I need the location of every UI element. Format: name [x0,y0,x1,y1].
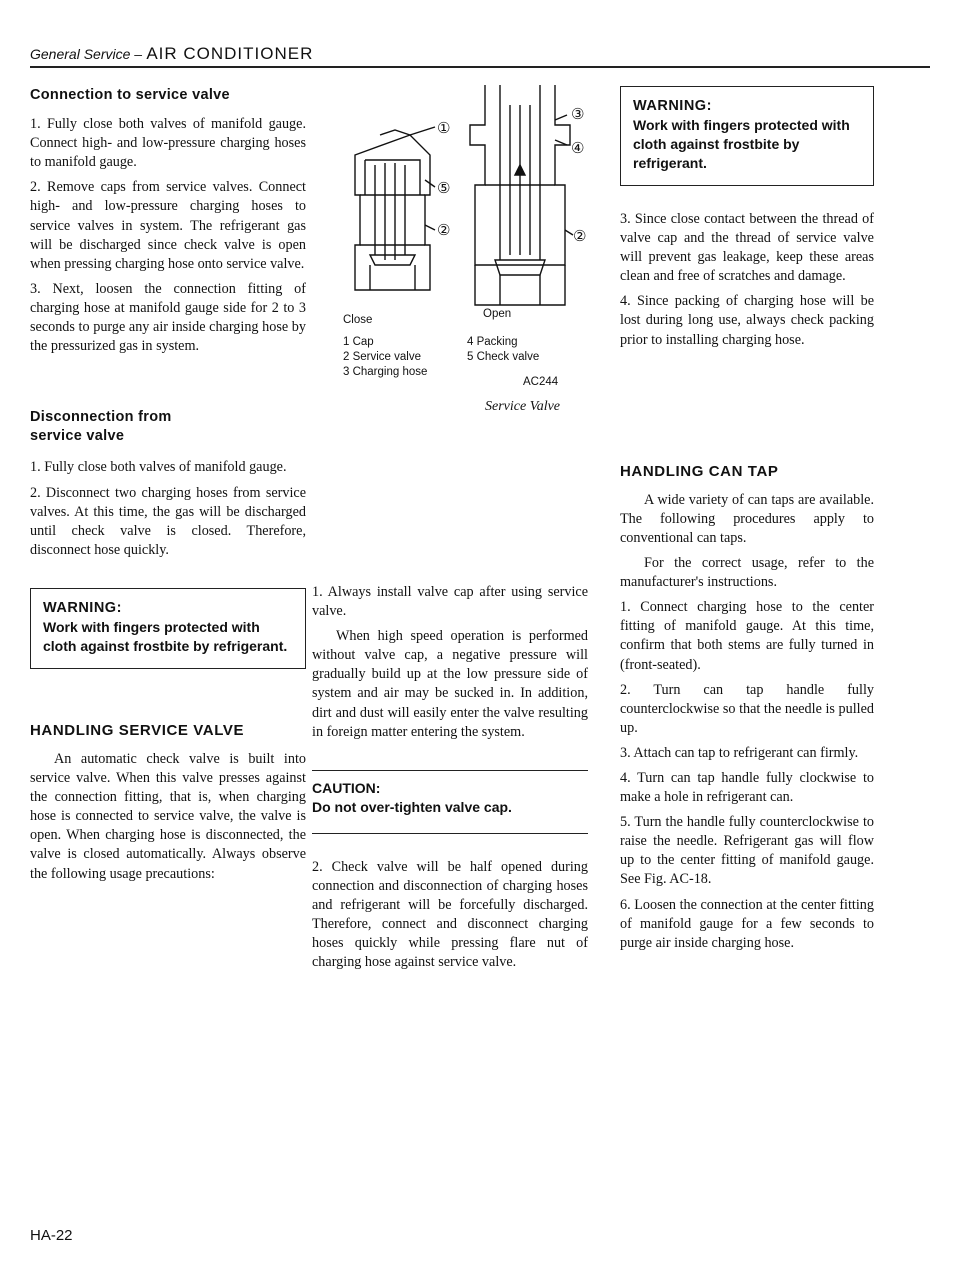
legend-item-check-valve: 5 Check valve [467,351,540,363]
can-tap-step-3: 3. Attach can tap to refrigerant can firmly. [620,744,859,761]
left-column [30,86,306,890]
warning-text: Work with fingers protected with cloth against frostbite by refrigerant. [43,618,288,654]
header-title: AIR CONDITIONER [146,44,314,63]
warning-title-right: WARNING: [633,98,712,114]
warning-title: WARNING: [43,599,122,616]
service-valve-figure [335,85,595,425]
callout-open-4: ④ [571,139,585,157]
handling-can-tap-heading: HANDLING CAN TAP [620,462,779,480]
legend-item-packing: 4 Packing [467,336,518,348]
can-tap-intro-1: A wide variety of can taps are available. The following procedures apply to conventional can taps. [620,491,874,546]
valve-step-4: 4. Since packing of charging hose will be lost during long use, always check packing prior to installing charging hose. [620,293,874,348]
legend-item-cap: 1 Cap [343,336,374,348]
page-number: HA-22 [30,1227,73,1244]
disconnection-heading [30,408,306,446]
service-valve-diagram [335,85,595,325]
can-tap-step-2: 2. Turn can tap handle fully counterclockwise so that the needle is pulled up. [620,681,874,736]
figure-caption: Service Valve [485,399,561,414]
valve-step-3: 3. Since close contact between the thread of valve cap and the thread of service valve will prevent gas leakage, keep these areas clean and free of scratches and damage. [620,211,874,285]
legend-item-service-valve: 2 Service valve [343,351,421,363]
valve-step-1: 1. Always install valve cap after using service valve. [312,584,588,620]
can-tap-intro-2: For the correct usage, refer to the manufacturer's instructions. [620,555,874,591]
can-tap-step-1: 1. Connect charging hose to the center fitting of manifold gauge. At this time, confirm that both stems are fully turned in (front-seated). [620,599,874,673]
callout-close-1: ① [437,119,451,137]
page-header [30,44,313,64]
disconnection-step-2: 2. Disconnect two charging hoses from service valves. At this time, the gas will be discharged until check valve is closed. Therefore, disconnect hose quickly. [30,484,306,558]
can-tap-step-6: 6. Loosen the connection at the center fitting of manifold gauge for a few seconds to purge air inside charging hose. [620,896,874,951]
callout-open-3: ③ [571,105,585,123]
disconnection-heading-line-1: Disconnection from [30,409,172,426]
handling-service-valve-text: An automatic check valve is built into service valve. When this valve presses against the connection fitting, that is, when charging hose is connected to service valve, the valve is open. When charging hose is disconnected, the valve is closed automatically. Always observe the following usage precautions: [30,750,306,882]
connection-step-1: 1. Fully close both valves of manifold gauge. Connect high- and low-pressure charging hoses to manifold gauge. [30,116,306,171]
disconnection-step-1: 1. Fully close both valves of manifold gauge. [30,459,287,476]
figure-code: AC244 [523,376,559,388]
middle-column [312,583,588,978]
caution-text: Do not over-tighten valve cap. [312,798,512,815]
warning-text-right: Work with fingers protected with cloth against frostbite by refrigerant. [633,117,850,171]
legend-left [343,335,427,380]
handling-service-valve-heading: HANDLING SERVICE VALVE [30,721,245,739]
caution-box [312,770,588,834]
callout-open-2: ② [573,227,587,245]
can-tap-step-4: 4. Turn can tap handle fully clockwise to make a hole in refrigerant can. [620,769,874,806]
warning-box-left [30,588,306,669]
caution-title: CAUTION: [312,779,381,796]
connection-step-3: 3. Next, loosen the connection fitting of charging hose at manifold gauge side for 2 to 3 seconds to purge any air inside charging hose by the pressurized gas in system. [30,280,306,355]
legend-item-charging-hose: 3 Charging hose [343,366,428,378]
warning-box-right [620,86,874,186]
right-column [620,86,874,959]
header-section: General Service – [30,46,143,62]
connection-step-2: 2. Remove caps from service valves. Connect high- and low-pressure charging hoses to service valves in system. The refrigerant gas will be discharged since check valve is open when pressing charging hose onto service valve. [30,179,306,272]
disconnection-heading-line-2: service valve [30,428,125,445]
callout-close-2: ② [437,221,451,239]
valve-step-1-continued: When high speed operation is performed without valve cap, a negative pressure will gradually build up at the low pressure side of system and air may be sucked in. In addition, dirt and dust will easily enter the valve resulting in foreign matter entering the system. [312,628,588,740]
close-label: Close [343,314,373,326]
open-label: Open [483,308,512,320]
valve-step-2: 2. Check valve will be half opened during connection and disconnection of charging hoses and refrigerant will be forcefully discharged. Therefore, connect and disconnect charging hoses quickly while pressing flare nut of charging hose against service valve. [312,858,588,971]
header-rule [30,66,930,68]
connection-heading: Connection to service valve [30,87,230,103]
can-tap-step-5: 5. Turn the handle fully counterclockwise to raise the needle. Refrigerant gas will flow up to the center fitting of manifold gauge. See Fig. AC-18. [620,814,874,888]
legend-right [467,335,539,365]
callout-close-5: ⑤ [437,179,451,197]
